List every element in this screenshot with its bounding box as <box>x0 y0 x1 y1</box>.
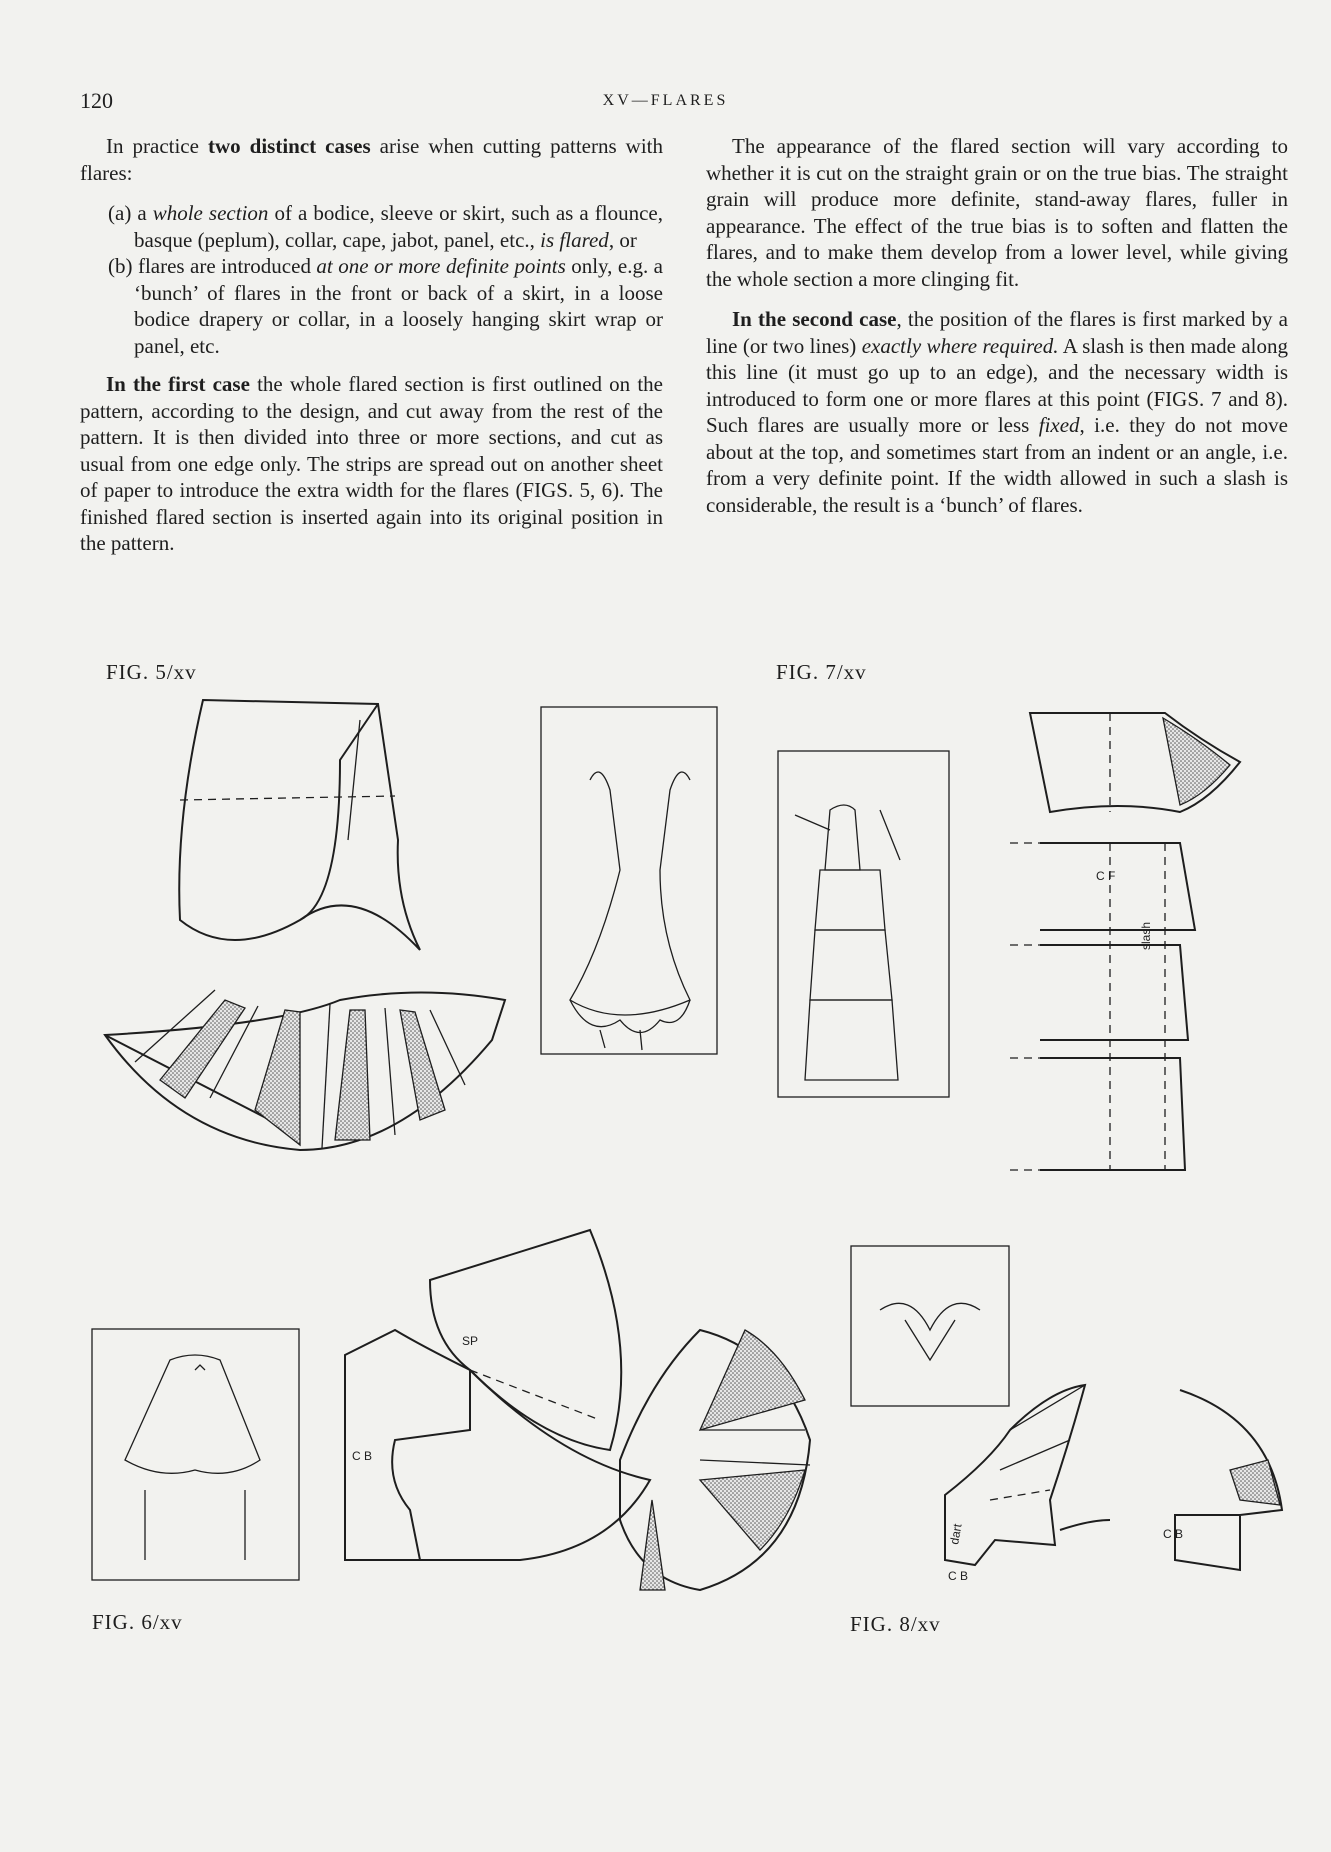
fig7-slash-label: slash <box>1139 921 1153 950</box>
fig6-cb-label: C B <box>352 1449 373 1463</box>
fig8-dart-label: dart <box>947 1522 965 1546</box>
fig7-caption: FIG. 7/xv <box>776 660 867 684</box>
list-item-b: (b) flares are introduced at one or more definite points only, e.g. a ‘bunch’ of flares in the front or back of a skirt, in a loose bodice drapery or collar, in a loosely hanging skirt wrap or panel, etc. <box>108 254 663 358</box>
fig6-cape-sketch <box>92 1329 299 1580</box>
second-case-paragraph: In the second case, the position of the flares is first marked by a line (or two lines) exactly where required. A slash is then made along this line (it must go up to an edge), and the necessary width is introduced to form one or more flares at this point (FIGS. 7 and 8). Such flares are usually more or less fixed, i.e. they do not move about at the top, and sometimes start from an indent or an angle, i.e. from a very definite point. If the width allowed in such a slash is considerable, the result is a ‘bunch’ of flares. <box>706 307 1288 517</box>
fig5-skirt-pattern <box>105 700 505 1150</box>
fig8-cb2-label: C B <box>1163 1527 1184 1541</box>
fig7-tiered-dress-sketch <box>778 751 949 1097</box>
fig8-cb-label: C B <box>948 1569 969 1583</box>
fig8-caption: FIG. 8/xv <box>850 1612 941 1636</box>
appearance-paragraph: The appearance of the flared section will vary according to whether it is cut on the straight grain or on the true bias. The straight grain will produce more definite, stand-away flares, fuller in appearance. The effect of the true bias is to soften and flatten the flares, and to make them develop from a lower level, while giving the whole section a more clinging fit. <box>706 134 1288 291</box>
intro-paragraph: In practice two distinct cases arise when cutting patterns with flares: <box>80 134 663 185</box>
fig6-cape-pattern <box>345 1230 810 1590</box>
fig5-dress-sketch <box>541 707 717 1054</box>
fig5-caption: FIG. 5/xv <box>106 660 197 684</box>
page-number: 120 <box>80 88 113 113</box>
first-case-paragraph: In the first case the whole flared section is first outlined on the pattern, according to the design, and cut away from the rest of the pattern. It is then divided into three or more sections, and cut as usual from one edge only. The strips are spread out on another sheet of paper to introduce the extra width for the flares (FIGS. 5, 6). The finished flared section is inserted again into its original position in the pattern. <box>80 372 663 555</box>
fig6-sp-label: SP <box>462 1334 479 1348</box>
fig7-pattern <box>1010 713 1240 1170</box>
fig8-collar-sketch <box>851 1246 1009 1406</box>
fig7-cf-label: C F <box>1096 869 1116 883</box>
fig8-collar-pattern <box>945 1385 1282 1583</box>
list-item-a: (a) a whole section of a bodice, sleeve or skirt, such as a flounce, basque (peplum), collar, cape, jabot, panel, etc., is flared, or <box>108 201 663 252</box>
running-head: XV—FLARES <box>602 92 729 109</box>
fig6-caption: FIG. 6/xv <box>92 1610 183 1634</box>
